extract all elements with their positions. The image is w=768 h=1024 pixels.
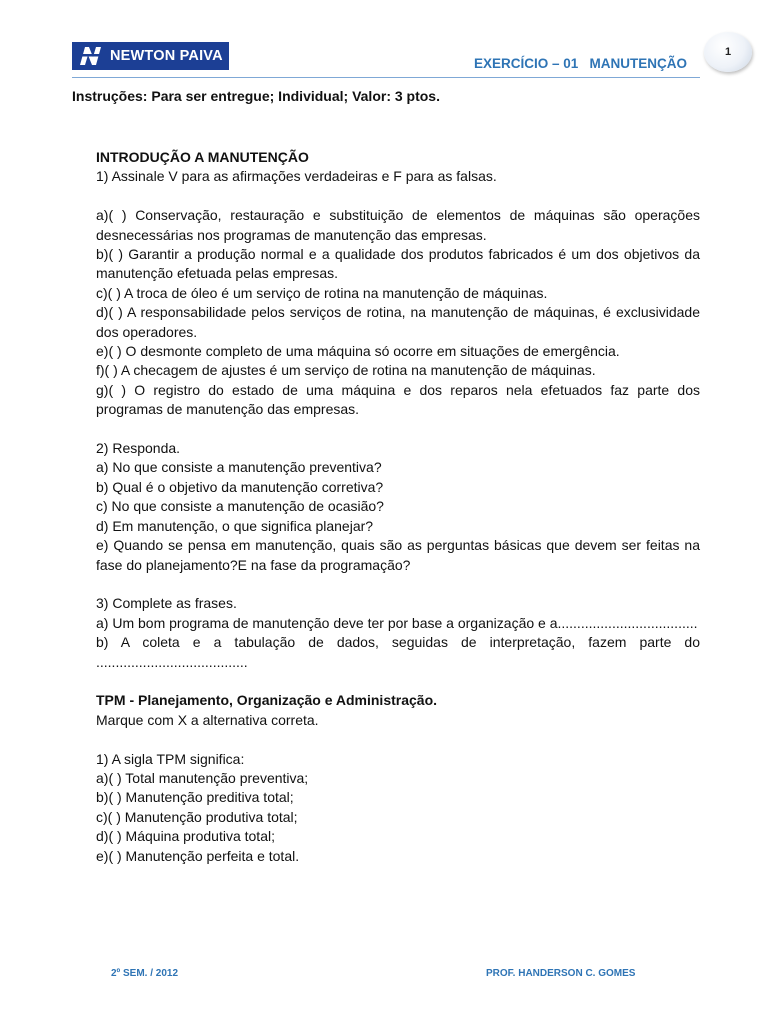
question1-item-g: g)( ) O registro do estado de uma máquina e dos reparos nela efetuados faz parte dos programas de manutenção das empresas. — [96, 381, 700, 418]
question1-item-c: c)( ) A troca de óleo é um serviço de rotina na manutenção de máquinas. — [96, 284, 548, 301]
header-divider — [72, 77, 700, 78]
logo-text: NEWTON PAIVA — [110, 48, 223, 64]
footer-professor: PROF. HANDERSON C. GOMES — [486, 968, 636, 979]
tpm-option-b: b)( ) Manutenção preditiva total; — [96, 789, 294, 806]
section2-heading: TPM - Planejamento, Organização e Administração. — [96, 692, 438, 709]
question2-prompt: 2) Responda. — [96, 440, 181, 457]
question2-item-a: a) No que consiste a manutenção preventiva? — [96, 459, 382, 476]
question1-item-e: e)( ) O desmonte completo de uma máquina só ocorre em situações de emergência. — [96, 343, 620, 360]
question1-item-a: a)( ) Conservação, restauração e substituição de elementos de máquinas são operações desnecessárias nos programas de manutenção das empresas. — [96, 207, 700, 243]
tpm-option-e: e)( ) Manutenção perfeita e total. — [96, 847, 300, 864]
question2-item-b: b) Qual é o objetivo da manutenção corretiva? — [96, 478, 384, 495]
question3-item-a: a) Um bom programa de manutenção deve ter por base a organização e a.................................... — [96, 614, 698, 631]
footer-semester: 2º SEM. / 2012 — [111, 968, 179, 979]
newton-paiva-logo — [72, 42, 229, 70]
exercise-content — [96, 148, 700, 866]
instructions: Instruções: Para ser entregue; Individual; Valor: 3 ptos. — [72, 88, 440, 104]
tpm-option-d: d)( ) Máquina produtiva total; — [96, 828, 275, 845]
question1-item-b: b)( ) Garantir a produção normal e a qualidade dos produtos fabricados é um dos objetivos da manutenção efetuada pelas empresas. — [96, 246, 700, 282]
logo-n-icon — [78, 45, 104, 67]
question1-prompt: 1) Assinale V para as afirmações verdadeiras e F para as falsas. — [96, 168, 497, 185]
question3-item-b: b) A coleta e a tabulação de dados, seguidas de interpretação, fazem parte do ....................................... — [96, 634, 700, 670]
section1-heading: INTRODUÇÃO A MANUTENÇÃO — [96, 149, 309, 165]
tpm-option-a: a)( ) Total manutenção preventiva; — [96, 769, 309, 786]
tpm-option-c: c)( ) Manutenção produtiva total; — [96, 808, 298, 825]
page-title: EXERCÍCIO – 01 MANUTENÇÃO — [474, 56, 688, 71]
question3-prompt: 3) Complete as frases. — [96, 595, 237, 612]
question2-item-c: c) No que consiste a manutenção de ocasião? — [96, 498, 384, 515]
tpm-question1-prompt: 1) A sigla TPM significa: — [96, 750, 245, 767]
question1-item-f: f)( ) A checagem de ajustes é um serviço de rotina na manutenção de máquinas. — [96, 362, 596, 379]
question2-item-d: d) Em manutenção, o que significa planejar? — [96, 517, 374, 534]
question1-item-d: d)( ) A responsabilidade pelos serviços de rotina, na manutenção de máquinas, é exclusividade dos operadores. — [96, 304, 700, 340]
page-number-badge: 1 — [704, 32, 752, 72]
section2-subheading: Marque com X a alternativa correta. — [96, 711, 319, 728]
question2-item-e: e) Quando se pensa em manutenção, quais são as perguntas básicas que devem ser feitas na fase do planejamento?E na fase da programação? — [96, 537, 700, 573]
